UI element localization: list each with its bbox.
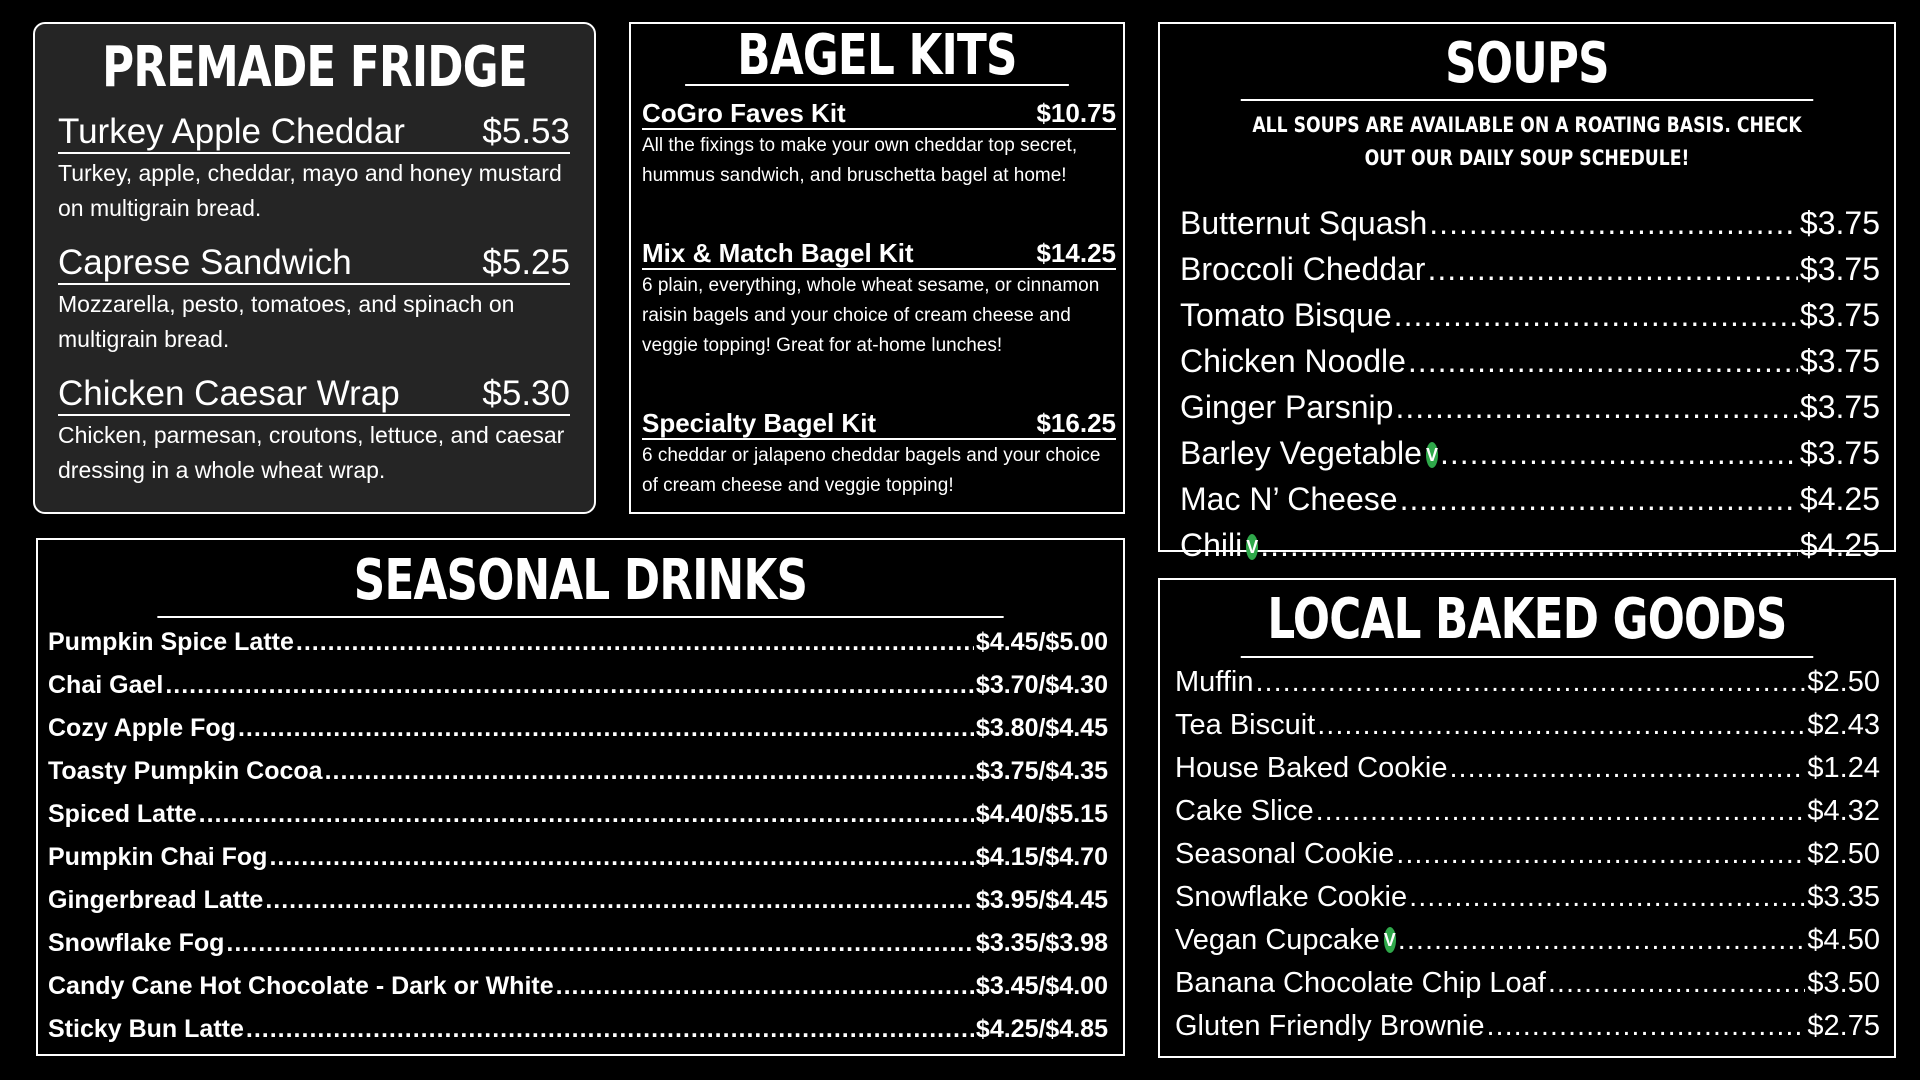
bagel-kit-item <box>642 98 1116 191</box>
soup-row <box>1180 522 1880 568</box>
dot-leader <box>1440 430 1798 476</box>
drink-price: $4.25/$4.85 <box>975 1015 1108 1043</box>
drink-name: Chai Gael <box>48 671 164 699</box>
bagel-kit-price: $14.25 <box>1036 238 1116 268</box>
baked-name: Banana Chocolate Chip Loaf <box>1175 967 1546 999</box>
dot-leader <box>325 750 974 793</box>
baked-name: Tea Biscuit <box>1175 709 1316 741</box>
fridge-item-price: $5.30 <box>482 374 570 413</box>
drink-row <box>48 621 1108 664</box>
fridge-item <box>58 374 570 488</box>
soup-price: $3.75 <box>1799 343 1880 379</box>
soup-name: Chicken Noodle <box>1180 343 1406 379</box>
local-baked-goods-title: LOCAL BAKED GOODS <box>1241 580 1814 658</box>
baked-price: $3.50 <box>1807 967 1880 999</box>
dot-leader <box>226 922 974 965</box>
dot-leader <box>1394 292 1798 338</box>
soup-price: $3.75 <box>1799 389 1880 425</box>
drink-name: Pumpkin Spice Latte <box>48 628 294 656</box>
soup-price: $4.25 <box>1799 527 1880 563</box>
baked-price: $4.50 <box>1807 924 1880 956</box>
drink-price: $4.15/$4.70 <box>975 843 1108 871</box>
soup-row <box>1180 292 1880 338</box>
drink-price: $4.45/$5.00 <box>975 628 1108 656</box>
bagel-kit-name: Mix & Match Bagel Kit <box>642 238 914 268</box>
drink-row <box>48 922 1108 965</box>
baked-price: $3.35 <box>1807 881 1880 913</box>
soup-row <box>1180 246 1880 292</box>
soup-name: Chili <box>1180 527 1243 563</box>
fridge-item-price: $5.53 <box>482 112 570 151</box>
baked-row <box>1175 833 1880 876</box>
dot-leader <box>296 621 974 664</box>
soup-name: Mac N’ Cheese <box>1180 481 1398 517</box>
baked-row <box>1175 747 1880 790</box>
baked-row <box>1175 919 1880 962</box>
drink-name: Snowflake Fog <box>48 929 225 957</box>
soup-row <box>1180 338 1880 384</box>
dot-leader <box>1317 704 1805 747</box>
fridge-item-desc: Chicken, parmesan, croutons, lettuce, and caesar dressing in a whole wheat wrap. <box>58 422 565 483</box>
baked-name: House Baked Cookie <box>1175 752 1448 784</box>
premade-fridge-title: PREMADE FRIDGE <box>102 35 527 100</box>
vegan-icon: V <box>1384 927 1396 953</box>
fridge-item-name: Chicken Caesar Wrap <box>58 374 400 413</box>
soup-name: Ginger Parsnip <box>1180 389 1394 425</box>
fridge-item-desc: Mozzarella, pesto, tomatoes, and spinach on multigrain bread. <box>58 291 515 352</box>
baked-price: $4.32 <box>1807 795 1880 827</box>
drink-row <box>48 664 1108 707</box>
local-baked-goods-panel <box>1158 578 1896 1058</box>
drink-name: Toasty Pumpkin Cocoa <box>48 757 323 785</box>
soup-name: Broccoli Cheddar <box>1180 251 1426 287</box>
bagel-kit-desc: 6 cheddar or jalapeno cheddar bagels and your choice of cream cheese and veggie topping! <box>642 445 1101 496</box>
dot-leader <box>1409 876 1805 919</box>
dot-leader <box>1449 747 1805 790</box>
baked-row <box>1175 661 1880 704</box>
bagel-kit-price: $10.75 <box>1036 98 1116 128</box>
baked-row <box>1175 962 1880 1005</box>
soup-row <box>1180 430 1880 476</box>
dot-leader <box>1316 790 1806 833</box>
drinks-list <box>48 621 1108 1051</box>
soup-row <box>1180 384 1880 430</box>
baked-name: Snowflake Cookie <box>1175 881 1408 913</box>
dot-leader <box>199 793 974 836</box>
drink-name: Cozy Apple Fog <box>48 714 236 742</box>
drink-price: $3.70/$4.30 <box>975 671 1108 699</box>
fridge-item <box>58 112 570 226</box>
drink-row <box>48 707 1108 750</box>
baked-row <box>1175 1005 1880 1048</box>
drink-price: $3.80/$4.45 <box>975 714 1108 742</box>
baked-row <box>1175 790 1880 833</box>
soup-price: $3.75 <box>1799 251 1880 287</box>
drink-row <box>48 793 1108 836</box>
bagel-kits-panel <box>629 22 1125 514</box>
fridge-item-desc: Turkey, apple, cheddar, mayo and honey mustard on multigrain bread. <box>58 160 562 221</box>
dot-leader <box>556 965 974 1008</box>
soup-row <box>1180 200 1880 246</box>
drink-row <box>48 1008 1108 1051</box>
bagel-kit-item <box>642 238 1116 361</box>
dot-leader <box>1427 246 1797 292</box>
bagel-kits-title: BAGEL KITS <box>685 24 1069 86</box>
dot-leader <box>265 879 974 922</box>
drink-row <box>48 836 1108 879</box>
soup-row <box>1180 476 1880 522</box>
seasonal-drinks-panel <box>36 538 1125 1056</box>
seasonal-drinks-title: SEASONAL DRINKS <box>157 540 1003 618</box>
drink-row <box>48 965 1108 1008</box>
dot-leader <box>246 1008 974 1051</box>
drink-row <box>48 750 1108 793</box>
soups-panel <box>1158 22 1896 563</box>
dot-leader <box>1260 522 1798 568</box>
dot-leader <box>1486 1005 1805 1048</box>
soup-name: Butternut Squash <box>1180 205 1428 241</box>
drink-price: $3.75/$4.35 <box>975 757 1108 785</box>
soups-list <box>1180 200 1880 568</box>
vegan-icon: V <box>1246 534 1258 560</box>
bagel-kit-desc: 6 plain, everything, whole wheat sesame, or cinnamon raisin bagels and your choice of cream cheese and veggie topping! Great for at-home lunches! <box>642 275 1100 356</box>
fridge-item-name: Caprese Sandwich <box>58 243 352 282</box>
baked-name: Seasonal Cookie <box>1175 838 1395 870</box>
soup-price: $4.25 <box>1799 481 1880 517</box>
baked-price: $1.24 <box>1807 752 1880 784</box>
drink-name: Sticky Bun Latte <box>48 1015 244 1043</box>
drink-price: $3.45/$4.00 <box>975 972 1108 1000</box>
soups-title: SOUPS <box>1241 24 1814 101</box>
dot-leader <box>1429 200 1798 246</box>
drink-price: $3.95/$4.45 <box>975 886 1108 914</box>
drink-name: Gingerbread Latte <box>48 886 264 914</box>
drink-name: Pumpkin Chai Fog <box>48 843 268 871</box>
bagel-kit-name: CoGro Faves Kit <box>642 98 846 128</box>
baked-name: Vegan Cupcake <box>1175 924 1380 956</box>
soup-price: $3.75 <box>1799 435 1880 471</box>
drink-price: $3.35/$3.98 <box>975 929 1108 957</box>
dot-leader <box>1396 833 1805 876</box>
dot-leader <box>1548 962 1806 1005</box>
drink-name: Candy Cane Hot Chocolate - Dark or White <box>48 972 554 1000</box>
dot-leader <box>1408 338 1798 384</box>
soup-name: Tomato Bisque <box>1180 297 1392 333</box>
fridge-item-price: $5.25 <box>482 243 570 282</box>
baked-name: Cake Slice <box>1175 795 1314 827</box>
bagel-kit-item <box>642 408 1116 501</box>
baked-name: Gluten Friendly Brownie <box>1175 1010 1485 1042</box>
dot-leader <box>1395 384 1797 430</box>
vegan-icon: V <box>1426 442 1438 468</box>
baked-list <box>1175 661 1880 1048</box>
dot-leader <box>269 836 973 879</box>
baked-price: $2.43 <box>1807 709 1880 741</box>
bagel-kit-desc: All the fixings to make your own cheddar top secret, hummus sandwich, and bruschetta bagel at home! <box>642 135 1078 186</box>
drink-price: $4.40/$5.15 <box>975 800 1108 828</box>
soups-note: ALL SOUPS ARE AVAILABLE ON A ROATING BASIS. CHECK OUT OUR DAILY SOUP SCHEDULE! <box>1252 113 1802 170</box>
baked-price: $2.50 <box>1807 666 1880 698</box>
dot-leader <box>165 664 974 707</box>
drink-name: Spiced Latte <box>48 800 197 828</box>
baked-name: Muffin <box>1175 666 1254 698</box>
dot-leader <box>1255 661 1805 704</box>
premade-fridge-panel <box>33 22 596 514</box>
baked-price: $2.50 <box>1807 838 1880 870</box>
dot-leader <box>1400 476 1798 522</box>
soup-price: $3.75 <box>1799 297 1880 333</box>
drink-row <box>48 879 1108 922</box>
bagel-kit-price: $16.25 <box>1036 408 1116 438</box>
fridge-item <box>58 243 570 357</box>
soup-price: $3.75 <box>1799 205 1880 241</box>
dot-leader <box>1398 919 1806 962</box>
baked-row <box>1175 704 1880 747</box>
baked-price: $2.75 <box>1807 1010 1880 1042</box>
soup-name: Barley Vegetable <box>1180 435 1422 471</box>
dot-leader <box>238 707 974 750</box>
bagel-kit-name: Specialty Bagel Kit <box>642 408 877 438</box>
baked-row <box>1175 876 1880 919</box>
fridge-item-name: Turkey Apple Cheddar <box>58 112 405 151</box>
